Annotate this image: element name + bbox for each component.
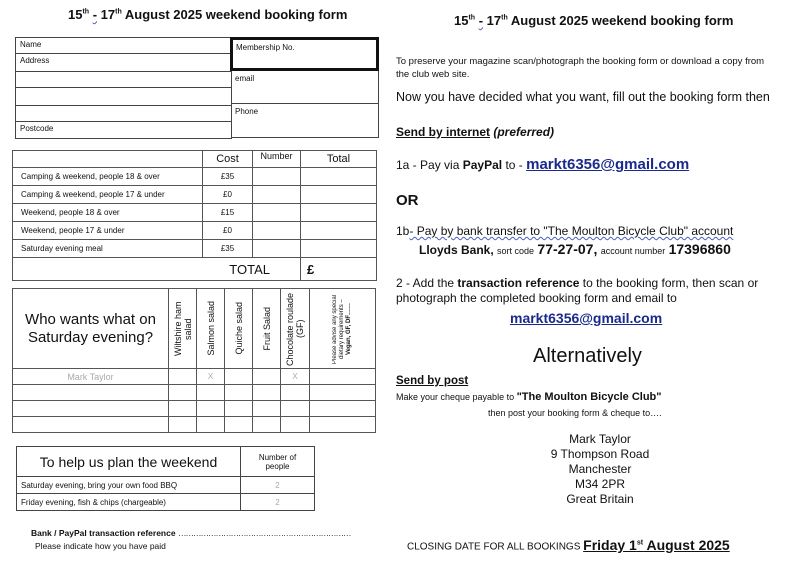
number-input[interactable] bbox=[253, 240, 301, 258]
step-2: 2 - Add the transaction reference to the booking form, then scan or photograph the completed booking form and email to bbox=[396, 276, 759, 305]
column-salmon-salad: Salmon salad bbox=[205, 301, 216, 356]
send-by-internet-heading: Send by internet (preferred) bbox=[396, 125, 555, 139]
payment-reference-label: Bank / PayPal transaction reference bbox=[31, 528, 176, 538]
address-line-3[interactable] bbox=[16, 87, 232, 105]
cheque-payable-text: Make your cheque payable to "The Moulton Bicycle Club" bbox=[396, 391, 662, 403]
plan-heading: To help us plan the weekend bbox=[17, 447, 241, 477]
address-line-4[interactable] bbox=[16, 105, 232, 121]
cost-header: Cost bbox=[203, 151, 253, 168]
total-header: Total bbox=[301, 151, 377, 168]
membership-field[interactable] bbox=[230, 37, 379, 71]
payment-reference bbox=[31, 528, 350, 539]
bbq-count-input[interactable]: 2 bbox=[241, 477, 315, 494]
table-row: Weekend, people 17 & under £0 bbox=[13, 222, 377, 240]
column-quiche-salad: Quiche salad bbox=[233, 302, 244, 355]
phone-label: Phone bbox=[235, 107, 259, 116]
table-row: Saturday evening meal £35 bbox=[13, 240, 377, 258]
cost-table bbox=[12, 150, 377, 281]
total-input[interactable] bbox=[301, 240, 377, 258]
address-line-2[interactable] bbox=[16, 71, 232, 87]
table-row: Weekend, people 18 & over £15 bbox=[13, 204, 377, 222]
column-wiltshire-ham: Wiltshire ham salad bbox=[172, 301, 193, 356]
name-field[interactable]: Name bbox=[16, 37, 232, 53]
total-input[interactable] bbox=[301, 222, 377, 240]
column-fruit-salad: Fruit Salad bbox=[261, 306, 272, 351]
table-row: Camping & weekend, people 18 & over £35 bbox=[13, 168, 377, 186]
grand-total-input[interactable]: £ bbox=[301, 258, 377, 281]
table-row: Mark Taylor X X bbox=[13, 369, 376, 385]
column-chocolate-roulade: Chocolate roulade (GF) bbox=[285, 291, 305, 366]
or-text: OR bbox=[396, 192, 419, 209]
membership-label: Membership No. bbox=[236, 43, 295, 52]
step-1a: 1a - Pay via PayPal to - markt6356@gmail.com bbox=[396, 156, 690, 173]
address-field[interactable]: Address bbox=[16, 53, 232, 71]
closing-date: CLOSING DATE FOR ALL BOOKINGS Friday 1st August 2025 bbox=[407, 536, 730, 553]
number-header: Number bbox=[253, 151, 301, 168]
total-input[interactable] bbox=[301, 186, 377, 204]
right-form-title: 15th - 17th August 2025 weekend booking form bbox=[454, 13, 734, 28]
alternatively-heading: Alternatively bbox=[533, 345, 642, 367]
phone-field[interactable] bbox=[231, 104, 379, 138]
email-link[interactable]: markt6356@gmail.com bbox=[510, 310, 663, 326]
bank-details: Lloyds Bank, sort code 77-27-07, account number 17396860 bbox=[419, 241, 731, 257]
send-by-post-heading: Send by post bbox=[396, 375, 469, 387]
table-row bbox=[13, 401, 376, 417]
email-label: email bbox=[235, 74, 255, 83]
number-input[interactable] bbox=[253, 222, 301, 240]
table-row: Camping & weekend, people 17 & under £0 bbox=[13, 186, 377, 204]
number-input[interactable] bbox=[253, 204, 301, 222]
email-field[interactable] bbox=[231, 71, 379, 104]
total-input[interactable] bbox=[301, 168, 377, 186]
meal-header-row bbox=[13, 289, 376, 369]
meal-choice-table bbox=[12, 288, 376, 433]
table-row bbox=[13, 385, 376, 401]
dietary-column: Please advise any special dietary requirements – Vegan, GF, DF…… bbox=[332, 293, 352, 364]
step-1b: 1b- Pay by bank transfer to "The Moulton Bicycle Club" account bbox=[396, 224, 734, 238]
postal-address: Mark Taylor 9 Thompson Road Manchester M34 2PR Great Britain bbox=[550, 432, 650, 506]
total-row bbox=[13, 258, 377, 281]
plan-weekend-table bbox=[16, 446, 315, 511]
payment-reference-input[interactable]: …………………………………………………………… bbox=[177, 528, 351, 538]
table-row bbox=[13, 417, 376, 433]
decide-text: Now you have decided what you want, fill out the booking form then bbox=[396, 90, 770, 104]
post-instruction: then post your booking form & cheque to…. bbox=[488, 408, 662, 418]
total-input[interactable] bbox=[301, 204, 377, 222]
paypal-email-link[interactable]: markt6356@gmail.com bbox=[526, 156, 690, 173]
postcode-field[interactable]: Postcode bbox=[16, 121, 232, 138]
number-input[interactable] bbox=[253, 186, 301, 204]
left-form-title: 15th - 17th August 2025 weekend booking form bbox=[68, 7, 348, 22]
total-label: TOTAL bbox=[13, 258, 301, 281]
table-row: Friday evening, fish & chips (chargeable) 2 bbox=[17, 494, 315, 511]
cost-table-header bbox=[13, 151, 377, 168]
meal-question: Who wants what on Saturday evening? bbox=[13, 289, 169, 369]
fish-chips-count-input[interactable]: 2 bbox=[241, 494, 315, 511]
personal-details-block bbox=[15, 37, 379, 138]
number-input[interactable] bbox=[253, 168, 301, 186]
number-of-people-header: Number of people bbox=[241, 447, 315, 477]
intro-text: To preserve your magazine scan/photograph the booking form or download a copy from the club web site. bbox=[396, 56, 765, 80]
payment-note: Please indicate how you have paid bbox=[35, 541, 166, 551]
table-row: Saturday evening, bring your own food BBQ 2 bbox=[17, 477, 315, 494]
